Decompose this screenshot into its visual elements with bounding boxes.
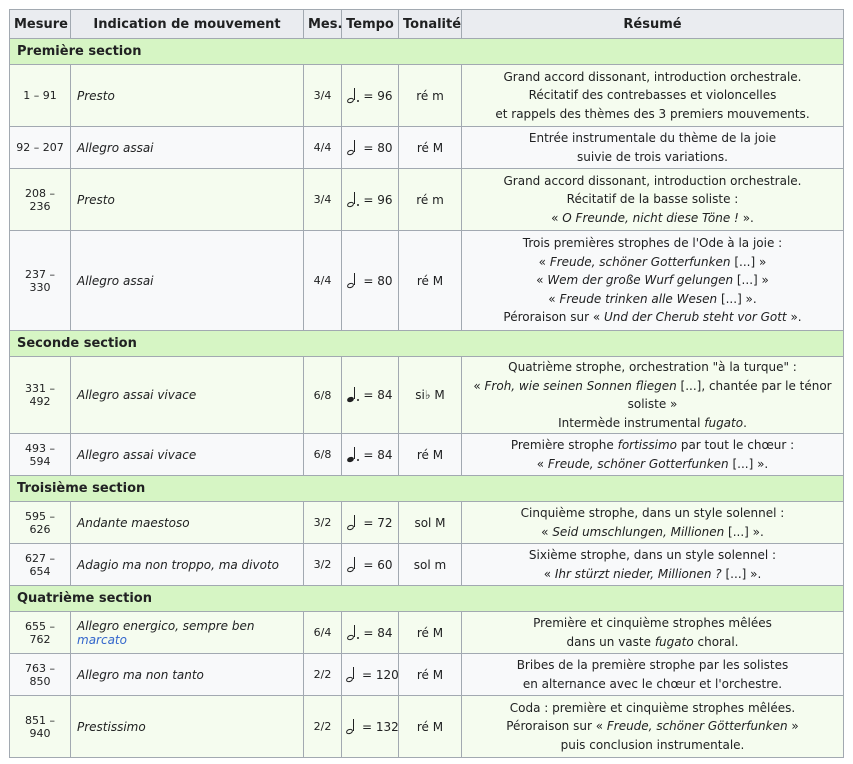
tempo-cell bbox=[342, 169, 399, 231]
summary-text: Péroraison sur « bbox=[503, 310, 604, 325]
time-signature: 3/4 bbox=[304, 169, 342, 231]
summary-line bbox=[466, 436, 839, 455]
quote-italic: fugato bbox=[654, 634, 694, 649]
summary-text: [...], chantée par le ténor soliste » bbox=[627, 378, 832, 411]
movement-indication bbox=[71, 357, 304, 434]
indication-text: Allegro assai vivace bbox=[77, 447, 197, 462]
table-row bbox=[10, 357, 844, 434]
header-mesure[interactable]: Mesure bbox=[10, 10, 71, 39]
tempo-cell bbox=[342, 65, 399, 127]
half-note-icon bbox=[347, 140, 360, 156]
summary-line: Bribes de la première strophe par les solistes bbox=[516, 658, 789, 672]
marcato-link[interactable]: marcato bbox=[77, 632, 127, 647]
time-signature: 6/8 bbox=[304, 357, 342, 434]
measure-range: 627 – 654 bbox=[10, 544, 71, 586]
summary-line: Cinquième strophe, dans un style solennel : bbox=[520, 506, 785, 520]
quote-italic: Seid umschlungen, Millionen bbox=[552, 524, 725, 539]
indication-text: Andante maestoso bbox=[77, 515, 190, 530]
tempo-cell bbox=[342, 654, 399, 696]
tempo-value: = 80 bbox=[363, 273, 393, 288]
quote-italic: Froh, wie seinen Sonnen fliegen bbox=[484, 378, 677, 393]
measure-range: 208 – 236 bbox=[10, 169, 71, 231]
table-row bbox=[10, 231, 844, 331]
summary-text: [...] ». bbox=[721, 566, 762, 581]
section-header-row bbox=[10, 586, 844, 612]
summary-text: par tout le chœur : bbox=[677, 438, 795, 452]
tonality: ré m bbox=[399, 65, 462, 127]
dotted-half-note-icon bbox=[347, 88, 360, 104]
summary-cell bbox=[462, 654, 844, 696]
tonality: ré M bbox=[399, 231, 462, 331]
tempo-cell bbox=[342, 544, 399, 586]
quote-italic: fugato bbox=[704, 415, 744, 430]
table-row bbox=[10, 544, 844, 586]
summary-text: choral. bbox=[693, 634, 739, 649]
summary-line bbox=[466, 717, 839, 736]
tempo-cell bbox=[342, 612, 399, 654]
summary-text: Première strophe bbox=[510, 438, 618, 452]
movement-indication bbox=[71, 169, 304, 231]
tempo-value: = 84 bbox=[363, 388, 393, 402]
table-row bbox=[10, 654, 844, 696]
summary-line: Grand accord dissonant, introduction orchestrale. bbox=[503, 69, 802, 84]
summary-cell bbox=[462, 127, 844, 169]
indication-text: Allegro energico, sempre ben bbox=[77, 618, 255, 633]
summary-line: Récitatif des contrebasses et violoncelles bbox=[528, 88, 777, 103]
section-header-row bbox=[10, 331, 844, 357]
tempo-value: = 84 bbox=[363, 625, 393, 640]
movement-indication bbox=[71, 696, 304, 758]
summary-text: « bbox=[473, 378, 485, 393]
measure-range: 655 – 762 bbox=[10, 612, 71, 654]
movement-indication bbox=[71, 65, 304, 127]
tempo-value: = 96 bbox=[363, 192, 393, 207]
header-tonalite[interactable]: Tonalité bbox=[399, 10, 462, 39]
section-header-row bbox=[10, 39, 844, 65]
movement-indication bbox=[71, 502, 304, 544]
summary-line bbox=[466, 523, 839, 542]
summary-cell bbox=[462, 434, 844, 476]
summary-line: puis conclusion instrumentale. bbox=[560, 737, 745, 752]
summary-line: Entrée instrumentale du thème de la joie bbox=[528, 131, 777, 145]
time-signature: 2/2 bbox=[304, 696, 342, 758]
summary-text: dans un vaste bbox=[566, 634, 655, 649]
tempo-cell bbox=[342, 502, 399, 544]
quote-italic: O Freunde, nicht diese Töne ! bbox=[562, 210, 739, 225]
quote-italic: Ihr stürzt nieder, Millionen ? bbox=[554, 566, 722, 581]
dotted-quarter-note-icon bbox=[347, 447, 360, 463]
header-resume[interactable]: Résumé bbox=[462, 10, 844, 39]
summary-cell bbox=[462, 231, 844, 331]
tonality: si♭ M bbox=[399, 357, 462, 434]
measure-range: 237 – 330 bbox=[10, 231, 71, 331]
quote-italic: fortissimo bbox=[617, 438, 678, 452]
summary-text: Intermède instrumental bbox=[558, 415, 705, 430]
tonality: ré M bbox=[399, 654, 462, 696]
summary-cell bbox=[462, 357, 844, 434]
movement-indication bbox=[71, 544, 304, 586]
summary-text: ». bbox=[786, 310, 802, 325]
time-signature: 4/4 bbox=[304, 231, 342, 331]
quote-italic: Freude, schöner Götterfunken bbox=[606, 719, 788, 734]
section-title: Troisième section bbox=[10, 476, 844, 502]
table-row bbox=[10, 169, 844, 231]
summary-line: Trois premières strophes de l'Ode à la joie : bbox=[522, 236, 783, 251]
tempo-value: = 96 bbox=[363, 88, 393, 103]
measure-range: 595 – 626 bbox=[10, 502, 71, 544]
table-row bbox=[10, 65, 844, 127]
quote-italic: Und der Cherub steht vor Gott bbox=[604, 310, 787, 325]
half-note-icon bbox=[347, 515, 360, 531]
summary-line: Première et cinquième strophes mêlées bbox=[533, 616, 772, 630]
tempo-cell bbox=[342, 434, 399, 476]
movement-indication bbox=[71, 231, 304, 331]
measure-range: 331 – 492 bbox=[10, 357, 71, 434]
time-signature: 6/4 bbox=[304, 612, 342, 654]
summary-line: Coda : première et cinquième strophes mêlées. bbox=[509, 700, 796, 715]
summary-text: « bbox=[538, 254, 550, 269]
table-row bbox=[10, 434, 844, 476]
header-tempo[interactable]: Tempo bbox=[342, 10, 399, 39]
indication-text: Presto bbox=[77, 88, 115, 103]
dotted-half-note-icon bbox=[347, 192, 360, 208]
summary-line bbox=[466, 633, 839, 652]
summary-text: [...] » bbox=[730, 254, 767, 269]
summary-line bbox=[466, 308, 839, 327]
summary-cell bbox=[462, 696, 844, 758]
indication-text: Allegro assai bbox=[77, 140, 154, 155]
time-signature: 3/2 bbox=[304, 502, 342, 544]
time-signature: 6/8 bbox=[304, 434, 342, 476]
indication-text: Allegro assai bbox=[77, 273, 154, 288]
time-signature: 2/2 bbox=[304, 654, 342, 696]
time-signature: 3/4 bbox=[304, 65, 342, 127]
measure-range: 493 – 594 bbox=[10, 434, 71, 476]
movement-indication bbox=[71, 612, 304, 654]
half-note-icon bbox=[346, 667, 359, 683]
summary-line: Quatrième strophe, orchestration "à la turque" : bbox=[508, 360, 797, 374]
indication-text: Adagio ma non troppo, ma divoto bbox=[77, 557, 279, 572]
dotted-quarter-note-icon bbox=[347, 387, 360, 403]
movement-indication bbox=[71, 434, 304, 476]
tempo-value: = 84 bbox=[363, 447, 393, 462]
section-header-row bbox=[10, 476, 844, 502]
tempo-value: = 60 bbox=[363, 557, 393, 572]
movement-indication bbox=[71, 654, 304, 696]
tonality: ré M bbox=[399, 696, 462, 758]
measure-range: 851 – 940 bbox=[10, 696, 71, 758]
summary-line bbox=[466, 290, 839, 309]
half-note-icon bbox=[346, 719, 359, 735]
summary-cell bbox=[462, 65, 844, 127]
summary-line: et rappels des thèmes des 3 premiers mouvements. bbox=[495, 106, 810, 121]
summary-line bbox=[466, 565, 839, 584]
indication-text: Allegro assai vivace bbox=[77, 388, 197, 402]
summary-text: « bbox=[551, 210, 563, 225]
summary-line: Récitatif de la basse soliste : bbox=[566, 192, 739, 207]
tempo-cell bbox=[342, 231, 399, 331]
summary-text: [...] ». bbox=[717, 291, 757, 306]
time-signature: 4/4 bbox=[304, 127, 342, 169]
tonality: ré M bbox=[399, 127, 462, 169]
summary-text: « bbox=[536, 456, 548, 471]
quote-italic: Freude, schöner Gotterfunken bbox=[547, 456, 729, 471]
section-title: Quatrième section bbox=[10, 586, 844, 612]
tonality: ré M bbox=[399, 434, 462, 476]
header-mes[interactable]: Mes. bbox=[304, 10, 342, 39]
quote-italic: Freude trinken alle Wesen bbox=[559, 291, 718, 306]
summary-text: « bbox=[536, 273, 548, 288]
summary-text: Péroraison sur « bbox=[506, 719, 607, 734]
section-title: Première section bbox=[10, 39, 844, 65]
tempo-cell bbox=[342, 696, 399, 758]
table-body bbox=[10, 39, 844, 758]
quote-italic: Wem der große Wurf gelungen bbox=[547, 273, 734, 288]
summary-text: [...] » bbox=[733, 273, 769, 288]
measure-range: 92 – 207 bbox=[10, 127, 71, 169]
half-note-icon bbox=[347, 557, 360, 573]
summary-line bbox=[466, 377, 839, 414]
tonality: sol m bbox=[399, 544, 462, 586]
measure-range: 1 – 91 bbox=[10, 65, 71, 127]
summary-line: Sixième strophe, dans un style solennel : bbox=[528, 548, 777, 562]
dotted-half-note-icon bbox=[347, 625, 360, 641]
summary-line bbox=[466, 253, 839, 272]
indication-text: Allegro ma non tanto bbox=[77, 667, 204, 682]
section-title: Seconde section bbox=[10, 331, 844, 357]
summary-cell bbox=[462, 544, 844, 586]
header-indication[interactable]: Indication de mouvement bbox=[71, 10, 304, 39]
summary-text: ». bbox=[738, 210, 754, 225]
summary-cell bbox=[462, 169, 844, 231]
tempo-cell bbox=[342, 127, 399, 169]
indication-text: Presto bbox=[77, 192, 115, 207]
table-row bbox=[10, 502, 844, 544]
tonality: ré m bbox=[399, 169, 462, 231]
summary-line bbox=[466, 414, 839, 433]
tempo-value: = 72 bbox=[363, 515, 393, 530]
summary-line: en alternance avec le chœur et l'orchestre. bbox=[522, 676, 783, 691]
half-note-icon bbox=[347, 273, 360, 289]
summary-cell bbox=[462, 502, 844, 544]
time-signature: 3/2 bbox=[304, 544, 342, 586]
tonality: ré M bbox=[399, 612, 462, 654]
movement-table bbox=[9, 9, 844, 758]
tempo-value: = 120 bbox=[362, 667, 399, 682]
summary-line bbox=[466, 209, 839, 228]
summary-text: « bbox=[543, 566, 555, 581]
summary-text: « bbox=[541, 524, 553, 539]
table-row bbox=[10, 127, 844, 169]
summary-text: [...] ». bbox=[728, 456, 769, 471]
tonality: sol M bbox=[399, 502, 462, 544]
measure-range: 763 – 850 bbox=[10, 654, 71, 696]
tempo-value: = 80 bbox=[363, 140, 393, 155]
summary-line bbox=[466, 455, 839, 474]
quote-italic: Freude, schöner Gotterfunken bbox=[549, 254, 731, 269]
header-row bbox=[10, 10, 844, 39]
summary-text: « bbox=[548, 291, 560, 306]
table-row bbox=[10, 696, 844, 758]
summary-text: . bbox=[743, 415, 747, 430]
tempo-cell bbox=[342, 357, 399, 434]
summary-cell bbox=[462, 612, 844, 654]
summary-text: » bbox=[787, 719, 799, 734]
summary-line: Grand accord dissonant, introduction orchestrale. bbox=[503, 173, 802, 188]
summary-line bbox=[466, 271, 839, 290]
summary-text: [...] ». bbox=[724, 524, 764, 539]
tempo-value: = 132 bbox=[362, 719, 399, 734]
table-row bbox=[10, 612, 844, 654]
movement-indication bbox=[71, 127, 304, 169]
indication-text: Prestissimo bbox=[77, 719, 146, 734]
summary-line: suivie de trois variations. bbox=[577, 149, 728, 164]
